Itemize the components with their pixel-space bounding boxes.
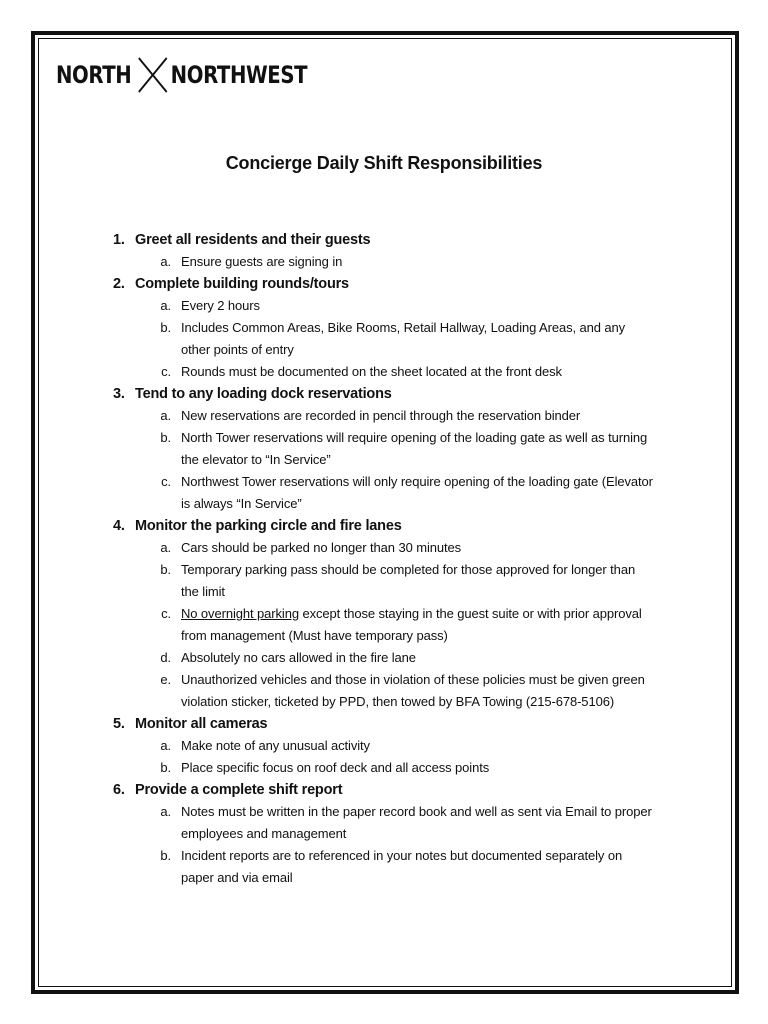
item-letter: d. [160, 650, 171, 665]
item-text-line-1: North Tower reservations will require opening of the loading gate as well as turning [181, 430, 648, 445]
item-text [181, 801, 661, 845]
item-text-line-2: the limit [181, 584, 225, 599]
item-letter: c. [161, 606, 171, 621]
item-letter: b. [160, 848, 171, 863]
item-letter: b. [160, 562, 171, 577]
list-item [113, 317, 683, 361]
item-letter: a. [160, 298, 171, 313]
section-number: 1. [113, 232, 125, 248]
item-letter: b. [160, 760, 171, 775]
item-text-line-2: employees and management [181, 826, 347, 841]
item-text-line-1: Notes must be written in the paper record book and well as sent via Email to proper [181, 804, 652, 819]
item-letter: b. [160, 320, 171, 335]
section-number: 5. [113, 716, 125, 732]
logo-left-word: NORTH [56, 61, 132, 89]
section-heading [113, 383, 683, 405]
sub-list [113, 295, 683, 383]
item-text-line-2: paper and via email [181, 870, 293, 885]
logo-right-word: NORTHWEST [170, 61, 308, 89]
item-letter: a. [160, 408, 171, 423]
section-heading-text: Complete building rounds/tours [135, 276, 349, 292]
section-heading-text: Monitor the parking circle and fire lanes [135, 518, 402, 534]
section-2 [113, 273, 683, 383]
section-heading [113, 229, 683, 251]
sub-list [113, 251, 683, 273]
item-text-line-2: is always “In Service” [181, 496, 302, 511]
section-heading [113, 779, 683, 801]
section-heading-text: Tend to any loading dock reservations [135, 386, 392, 402]
item-letter: a. [160, 540, 171, 555]
item-text: Cars should be parked no longer than 30 minutes [181, 540, 462, 555]
section-heading [113, 713, 683, 735]
section-5 [113, 713, 683, 779]
logo-x-icon [136, 57, 169, 93]
item-text-line-1: Temporary parking pass should be completed for those approved for longer than [181, 562, 636, 577]
item-letter: c. [161, 364, 171, 379]
item-text-line-2: other points of entry [181, 342, 294, 357]
item-text [181, 427, 661, 471]
list-item [113, 405, 683, 427]
logo [56, 58, 307, 92]
list-item [113, 757, 683, 779]
item-text-line-2: the elevator to “In Service” [181, 452, 331, 467]
list-item [113, 647, 683, 669]
responsibilities-list [113, 229, 683, 889]
item-text: New reservations are recorded in pencil through the reservation binder [181, 408, 581, 423]
section-3 [113, 383, 683, 515]
list-item [113, 471, 683, 515]
section-number: 3. [113, 386, 125, 402]
list-item [113, 559, 683, 603]
list-item [113, 361, 683, 383]
item-text-line-1: Includes Common Areas, Bike Rooms, Retail Hallway, Loading Areas, and any [181, 320, 626, 335]
list-item [113, 537, 683, 559]
section-number: 4. [113, 518, 125, 534]
list-item [113, 801, 683, 845]
sub-list [113, 405, 683, 515]
item-text-line-1: Northwest Tower reservations will only require opening of the loading gate (Elevator [181, 474, 653, 489]
item-letter: a. [160, 254, 171, 269]
item-letter: a. [160, 804, 171, 819]
list-item [113, 669, 683, 713]
section-1 [113, 229, 683, 273]
item-text: Rounds must be documented on the sheet located at the front desk [181, 364, 562, 379]
item-text-line-1: Incident reports are to referenced in your notes but documented separately on [181, 848, 623, 863]
item-text [181, 559, 661, 603]
item-text: Make note of any unusual activity [181, 738, 370, 753]
item-letter: e. [160, 672, 171, 687]
section-heading-text: Monitor all cameras [135, 716, 268, 732]
sub-list [113, 735, 683, 779]
item-text-line-2: violation sticker, ticketed by PPD, then towed by BFA Towing (215-678-5106) [181, 694, 615, 709]
list-item [113, 295, 683, 317]
item-text: Every 2 hours [181, 298, 260, 313]
item-text: Ensure guests are signing in [181, 254, 343, 269]
item-text [181, 845, 661, 889]
item-text [181, 669, 661, 713]
sub-list [113, 801, 683, 889]
item-text-line-1-rest: except those staying in the guest suite or with prior approval [298, 606, 642, 621]
section-heading-text: Provide a complete shift report [135, 782, 343, 798]
list-item [113, 251, 683, 273]
item-text-line-2: from management (Must have temporary pass) [181, 628, 448, 643]
list-item [113, 845, 683, 889]
item-text: Absolutely no cars allowed in the fire lane [181, 650, 416, 665]
sub-list [113, 537, 683, 713]
list-item [113, 603, 683, 647]
item-text [181, 603, 661, 647]
item-text-underlined: No overnight parking [181, 606, 299, 621]
item-text [181, 471, 661, 515]
section-6 [113, 779, 683, 889]
item-text: Place specific focus on roof deck and all access points [181, 760, 490, 775]
section-heading [113, 515, 683, 537]
section-number: 2. [113, 276, 125, 292]
list-item [113, 427, 683, 471]
section-number: 6. [113, 782, 125, 798]
item-text-line-1: Unauthorized vehicles and those in violation of these policies must be given green [181, 672, 645, 687]
item-letter: c. [161, 474, 171, 489]
item-text [181, 317, 661, 361]
section-4 [113, 515, 683, 713]
list-item [113, 735, 683, 757]
section-heading-text: Greet all residents and their guests [135, 232, 371, 248]
item-letter: b. [160, 430, 171, 445]
document-title: Concierge Daily Shift Responsibilities [225, 153, 543, 173]
item-letter: a. [160, 738, 171, 753]
section-heading [113, 273, 683, 295]
